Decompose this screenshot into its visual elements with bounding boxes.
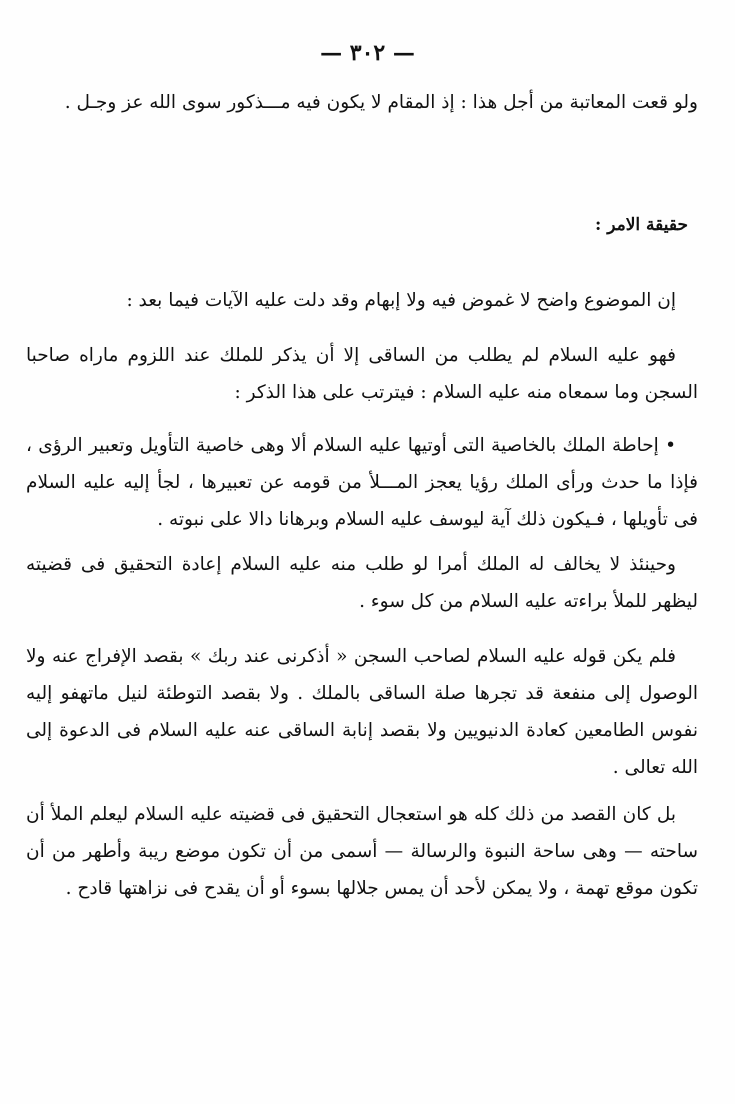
page-number: — ٣٠٢ —	[320, 40, 415, 66]
paragraph-intro: إن الموضوع واضح لا غموض فيه ولا إبهام وقد دلت عليه الآيات فيما بعد :	[126, 290, 676, 311]
paragraph-intent: فلم يكن قوله عليه السلام لصاحب السجن « أذكرنى عند ربك » بقصد الإفراج عنه ولا الوصول إلى منفعة قد تجرها صلة الساقى بالملك . ولا بقصد التوطئة لنيل ماتهفو إليه نفوس الطامعين كعادة الدنيويين ولا بقصد إنابة الساقى عنه عليه السلام فى الدعوة إلى الله تعالى .	[26, 646, 698, 778]
paragraph-request: فهو عليه السلام لم يطلب من الساقى إلا أن يذكر للملك عند اللزوم ماراه صاحبا السجن وما سمعاه منه عليه السلام : فيترتب على هذا الذكر :	[26, 345, 698, 403]
paragraph-bullet: • إحاطة الملك بالخاصية التى أوتيها عليه السلام ألا وهى خاصية التأويل وتعبير الرؤى ، فإذا ما حدث ورأى الملك رؤيا يعجز المـــلأ من قومه عن تعبيرها ، لجأ إليه عليه السلام فى تأويلها ، فـيكون ذلك آية ليوسف عليه السلام وبرهانا دالا على نبوته .	[26, 435, 698, 530]
paragraph-consequence: وحينئذ لا يخالف له الملك أمرا لو طلب منه عليه السلام إعادة التحقيق فى قضيته ليظهر للملأ براءته عليه السلام من كل سوء .	[26, 554, 698, 612]
section-heading: حقيقة الامر :	[595, 215, 688, 235]
paragraph-continuation: ولو قعت المعاتبة من أجل هذا : إذ المقام لا يكون فيه مـــذكور سوى الله عز وجـل .	[64, 92, 698, 113]
page-text	[26, 84, 698, 907]
paragraph-conclusion: بل كان القصد من ذلك كله هو استعجال التحقيق فى قضيته عليه السلام ليعلم الملأ أن ساحته — وهى ساحة النبوة والرسالة — أسمى من أن تكون موضع ريبة وأطهر من أن تكون موقع تهمة ، ولا يمكن لأحد أن يمس جلالها بسوء أو أن يقدح فى نزاهتها قادح .	[26, 804, 698, 899]
